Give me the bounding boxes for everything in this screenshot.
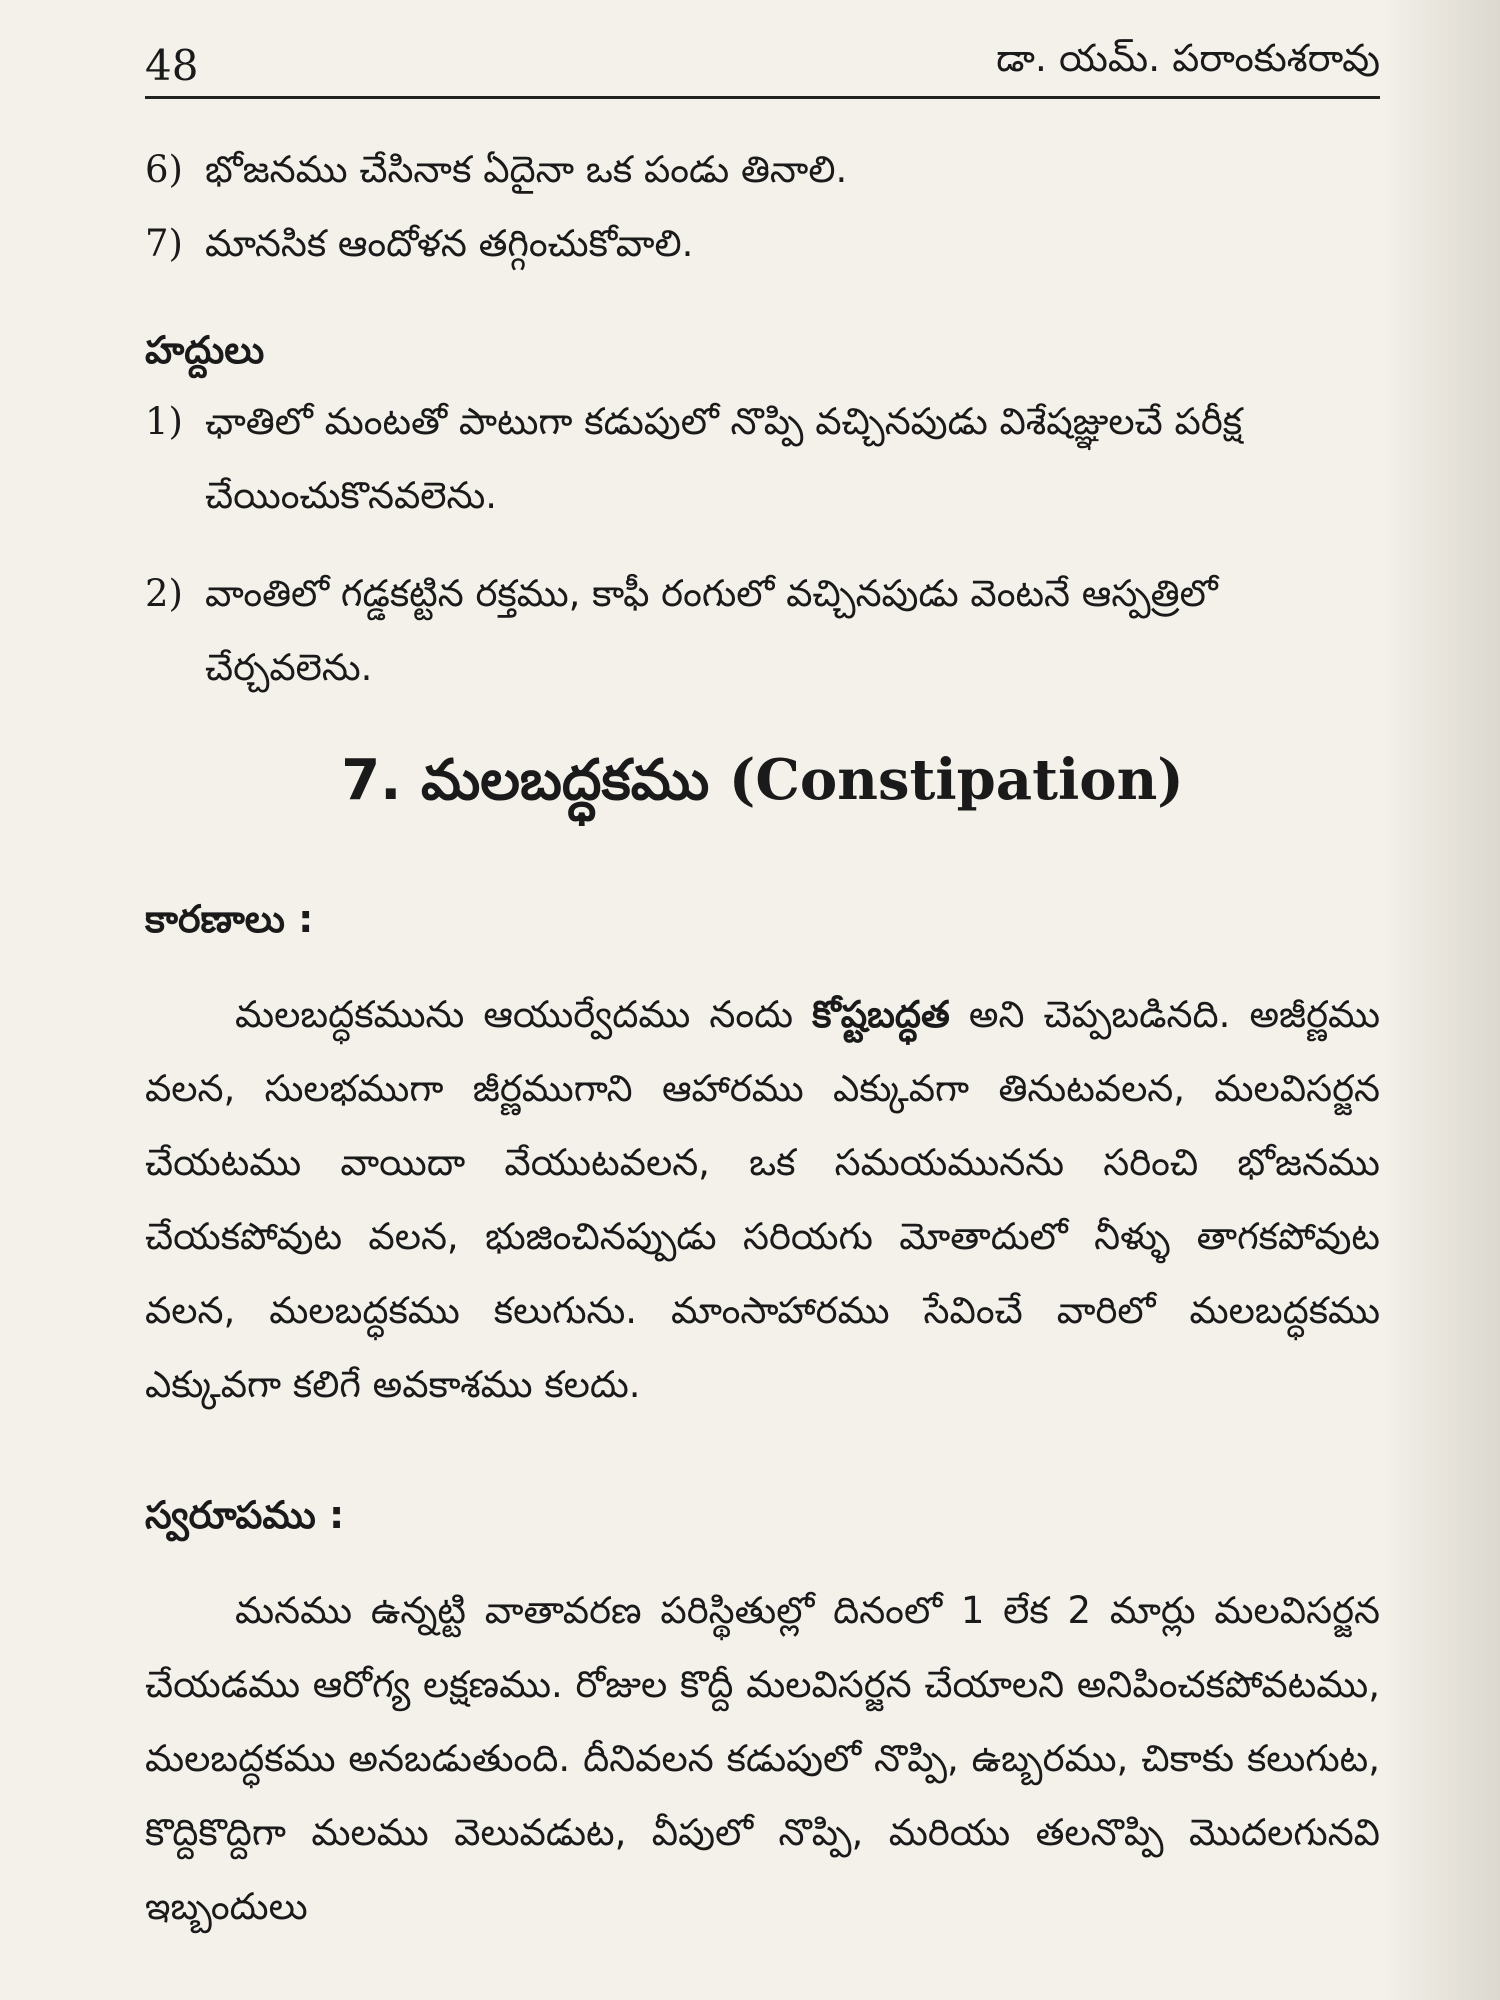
causes-heading: కారణాలు : xyxy=(145,897,314,941)
chapter-title xyxy=(145,735,1380,826)
chapter-number: 7. xyxy=(341,748,402,813)
limits-list xyxy=(145,385,1380,705)
chapter-title-telugu: మలబద్ధకము xyxy=(420,748,710,813)
diet-list xyxy=(145,133,1380,281)
list-number: 7) xyxy=(145,222,183,265)
limits-heading: హద్దులు xyxy=(145,328,265,372)
list-text: భోజనము చేసినాక ఏదైనా ఒక పండు తినాలి. xyxy=(205,148,848,191)
chapter-title-english: (Constipation) xyxy=(728,747,1184,813)
list-number: 2) xyxy=(145,572,183,615)
causes-paragraph xyxy=(145,978,1380,1422)
causes-text-b: అని చెప్పబడినది. అజీర్ణము వలన, సులభముగా జీర్ణముగాని ఆహారము ఎక్కువగా తినుటవలన, మలవిసర్జన చేయటము వాయిదా వేయుటవలన, ఒక సమయమునను సరించి భోజనము చేయకపోవుట వలన, భుజించినప్పుడు సరియగు మోతాదులో నీళ్ళు తాగకపోవుట వలన, మలబద్ధకము కలుగును. మాంసాహారము సేవించే వారిలో మలబద్ధకము ఎక్కువగా కలిగే అవకాశము కలదు. xyxy=(145,993,1380,1406)
causes-bold-term: కోష్టబద్ధత xyxy=(812,993,950,1036)
causes-text-a: మలబద్ధకమును ఆయుర్వేదము నందు xyxy=(235,993,813,1036)
page-number: 48 xyxy=(145,41,199,90)
page-header xyxy=(145,30,1380,99)
list-number: 1) xyxy=(145,400,183,443)
list-text: మానసిక ఆందోళన తగ్గించుకోవాలి. xyxy=(205,222,694,265)
list-item xyxy=(145,385,1380,533)
running-head: డా. యమ్. పరాంకుశరావు xyxy=(996,36,1380,80)
nature-paragraph: మనము ఉన్నట్టి వాతావరణ పరిస్థితుల్లో దినంలో 1 లేక 2 మార్లు మలవిసర్జన చేయడము ఆరోగ్య లక్షణము. రోజుల కొద్దీ మలవిసర్జన చేయాలని అనిపించకపోవటము, మలబద్ధకము అనబడుతుంది. దీనివలన కడుపులో నొప్పి, ఉబ్బరము, చికాకు కలుగుట, కొద్దికొద్దిగా మలము వెలువడుట, వీపులో నొప్పి, మరియు తలనొప్పి మొదలగునవి ఇబ్బందులు xyxy=(145,1589,1380,1928)
list-text: వాంతిలో గడ్డకట్టిన రక్తము, కాఫీ రంగులో వచ్చినపుడు వెంటనే ఆస్పత్రిలో చేర్చవలెను. xyxy=(205,572,1218,689)
list-number: 6) xyxy=(145,148,183,191)
list-item xyxy=(145,133,1380,207)
list-item xyxy=(145,557,1380,705)
list-item xyxy=(145,207,1380,281)
list-text: ఛాతిలో మంటతో పాటుగా కడుపులో నొప్పి వచ్చినపుడు విశేషజ్ఞులచే పరీక్ష చేయించుకొనవలెను. xyxy=(205,400,1243,517)
nature-heading: స్వరూపము : xyxy=(145,1493,345,1537)
